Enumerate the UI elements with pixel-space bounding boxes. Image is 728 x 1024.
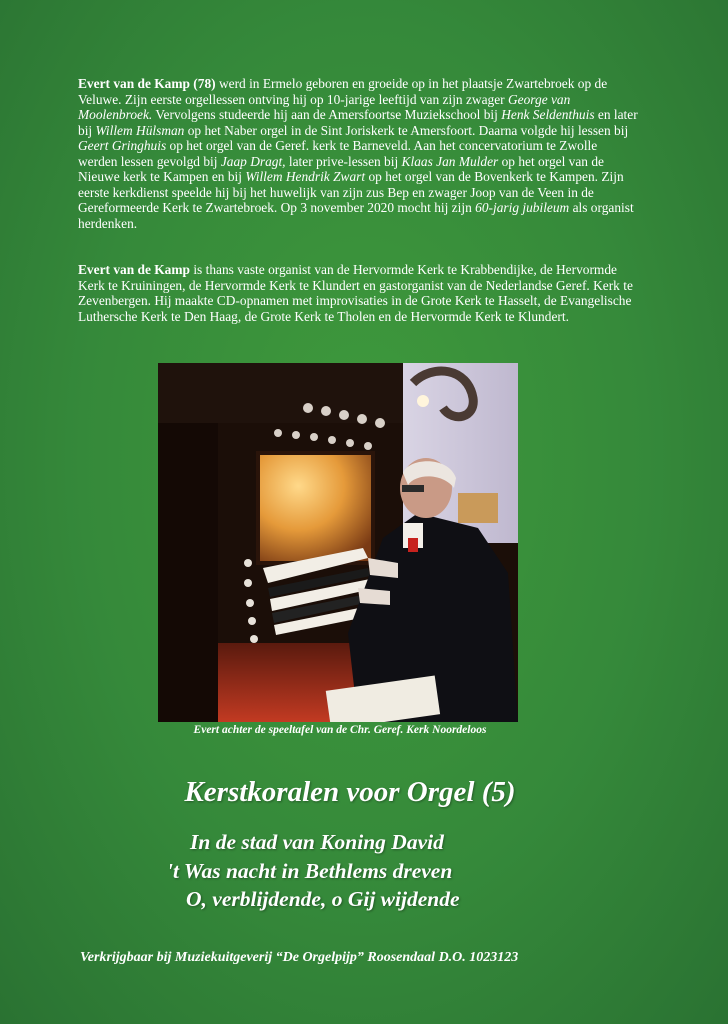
teacher-name: George van Moolenbroek.	[78, 91, 571, 122]
bio-text: Vervolgens studeerde hij aan de Amersfoortse Muziekschool bij	[152, 107, 502, 122]
teacher-name: Willem Hendrik Zwart	[245, 169, 366, 184]
teacher-name: Klaas Jan Mulder	[401, 153, 499, 169]
bio-text: op het orgel van de Geref. kerk te Barneveld. Aan het concervatorium te Zwolle werden lessen gevolgd bij	[78, 138, 598, 169]
teacher-name: Willem Hülsman	[95, 122, 185, 138]
teacher-name: Geert Gringhuis	[78, 138, 167, 153]
bio-paragraph-2	[78, 262, 638, 324]
organist-name: Evert van de Kamp (78)	[78, 76, 216, 91]
choral-title-3: O, verblijdende, o Gij wijdende	[186, 887, 460, 911]
teacher-name: Henk Seldenthuis	[501, 107, 595, 122]
bio-text: op het orgel van de Nieuwe kerk te Kampen en bij	[78, 153, 604, 184]
choral-title-2: 't Was nacht in Bethlems dreven	[167, 859, 453, 883]
teacher-name: Jaap Dragt,	[220, 153, 286, 169]
bio-text: op het Naber orgel in de Sint Joriskerk te Amersfoort. Daarna volgde hij lessen bij	[184, 122, 629, 138]
organist-photo	[158, 363, 518, 722]
bio-text: is thans vaste organist van de Hervormde Kerk te Krabbendijke, de Hervormde Kerk te Kruiningen, de Hervormde Kerk te Klundert en gastorganist van de Nederlandse Geref. Kerk te Zevenbergen. Hij maakte CD-opnamen met improvisaties in de Grote Kerk te Hasselt, de Evangelische Luthersche Kerk te Den Haag, de Grote Kerk te Tholen en de Hervormde Kerk te Klundert.	[78, 262, 633, 324]
organist-name: Evert van de Kamp	[78, 262, 190, 277]
bio-text: als organist herdenken.	[78, 200, 634, 231]
bio-paragraph-1	[78, 76, 638, 231]
choral-title-1: In de stad van Koning David	[190, 830, 444, 854]
bio-text: op het orgel van de Bovenkerk te Kampen. Zijn eerste kerkdienst speelde hij bij het huwelijk van zijn zus Bep en zwager Joop van de Veen in de Gereformeerde Kerk te Zwartebroek. Op 3 november 2020 mocht hij zijn	[78, 169, 624, 215]
bio-text: en later bij	[78, 107, 638, 138]
jubilee-text: 60-jarig jubileum	[475, 200, 570, 215]
organ-console-illustration	[158, 363, 518, 722]
availability-footer: Verkrijgbaar bij Muziekuitgeverij “De Orgelpijp” Roosendaal D.O. 1023123	[80, 950, 519, 965]
bio-text: later prive-lessen bij	[285, 153, 402, 169]
photo-caption: Evert achter de speeltafel van de Chr. Geref. Kerk Noordeloos	[193, 724, 487, 736]
bio-text: werd in Ermelo geboren en groeide op in het plaatsje Zwartebroek op de Veluwe. Zijn eerste orgellessen ontving hij op 10-jarige leeftijd van zijn zwager	[78, 76, 608, 107]
album-title: Kerstkoralen voor Orgel (5)	[184, 776, 516, 808]
